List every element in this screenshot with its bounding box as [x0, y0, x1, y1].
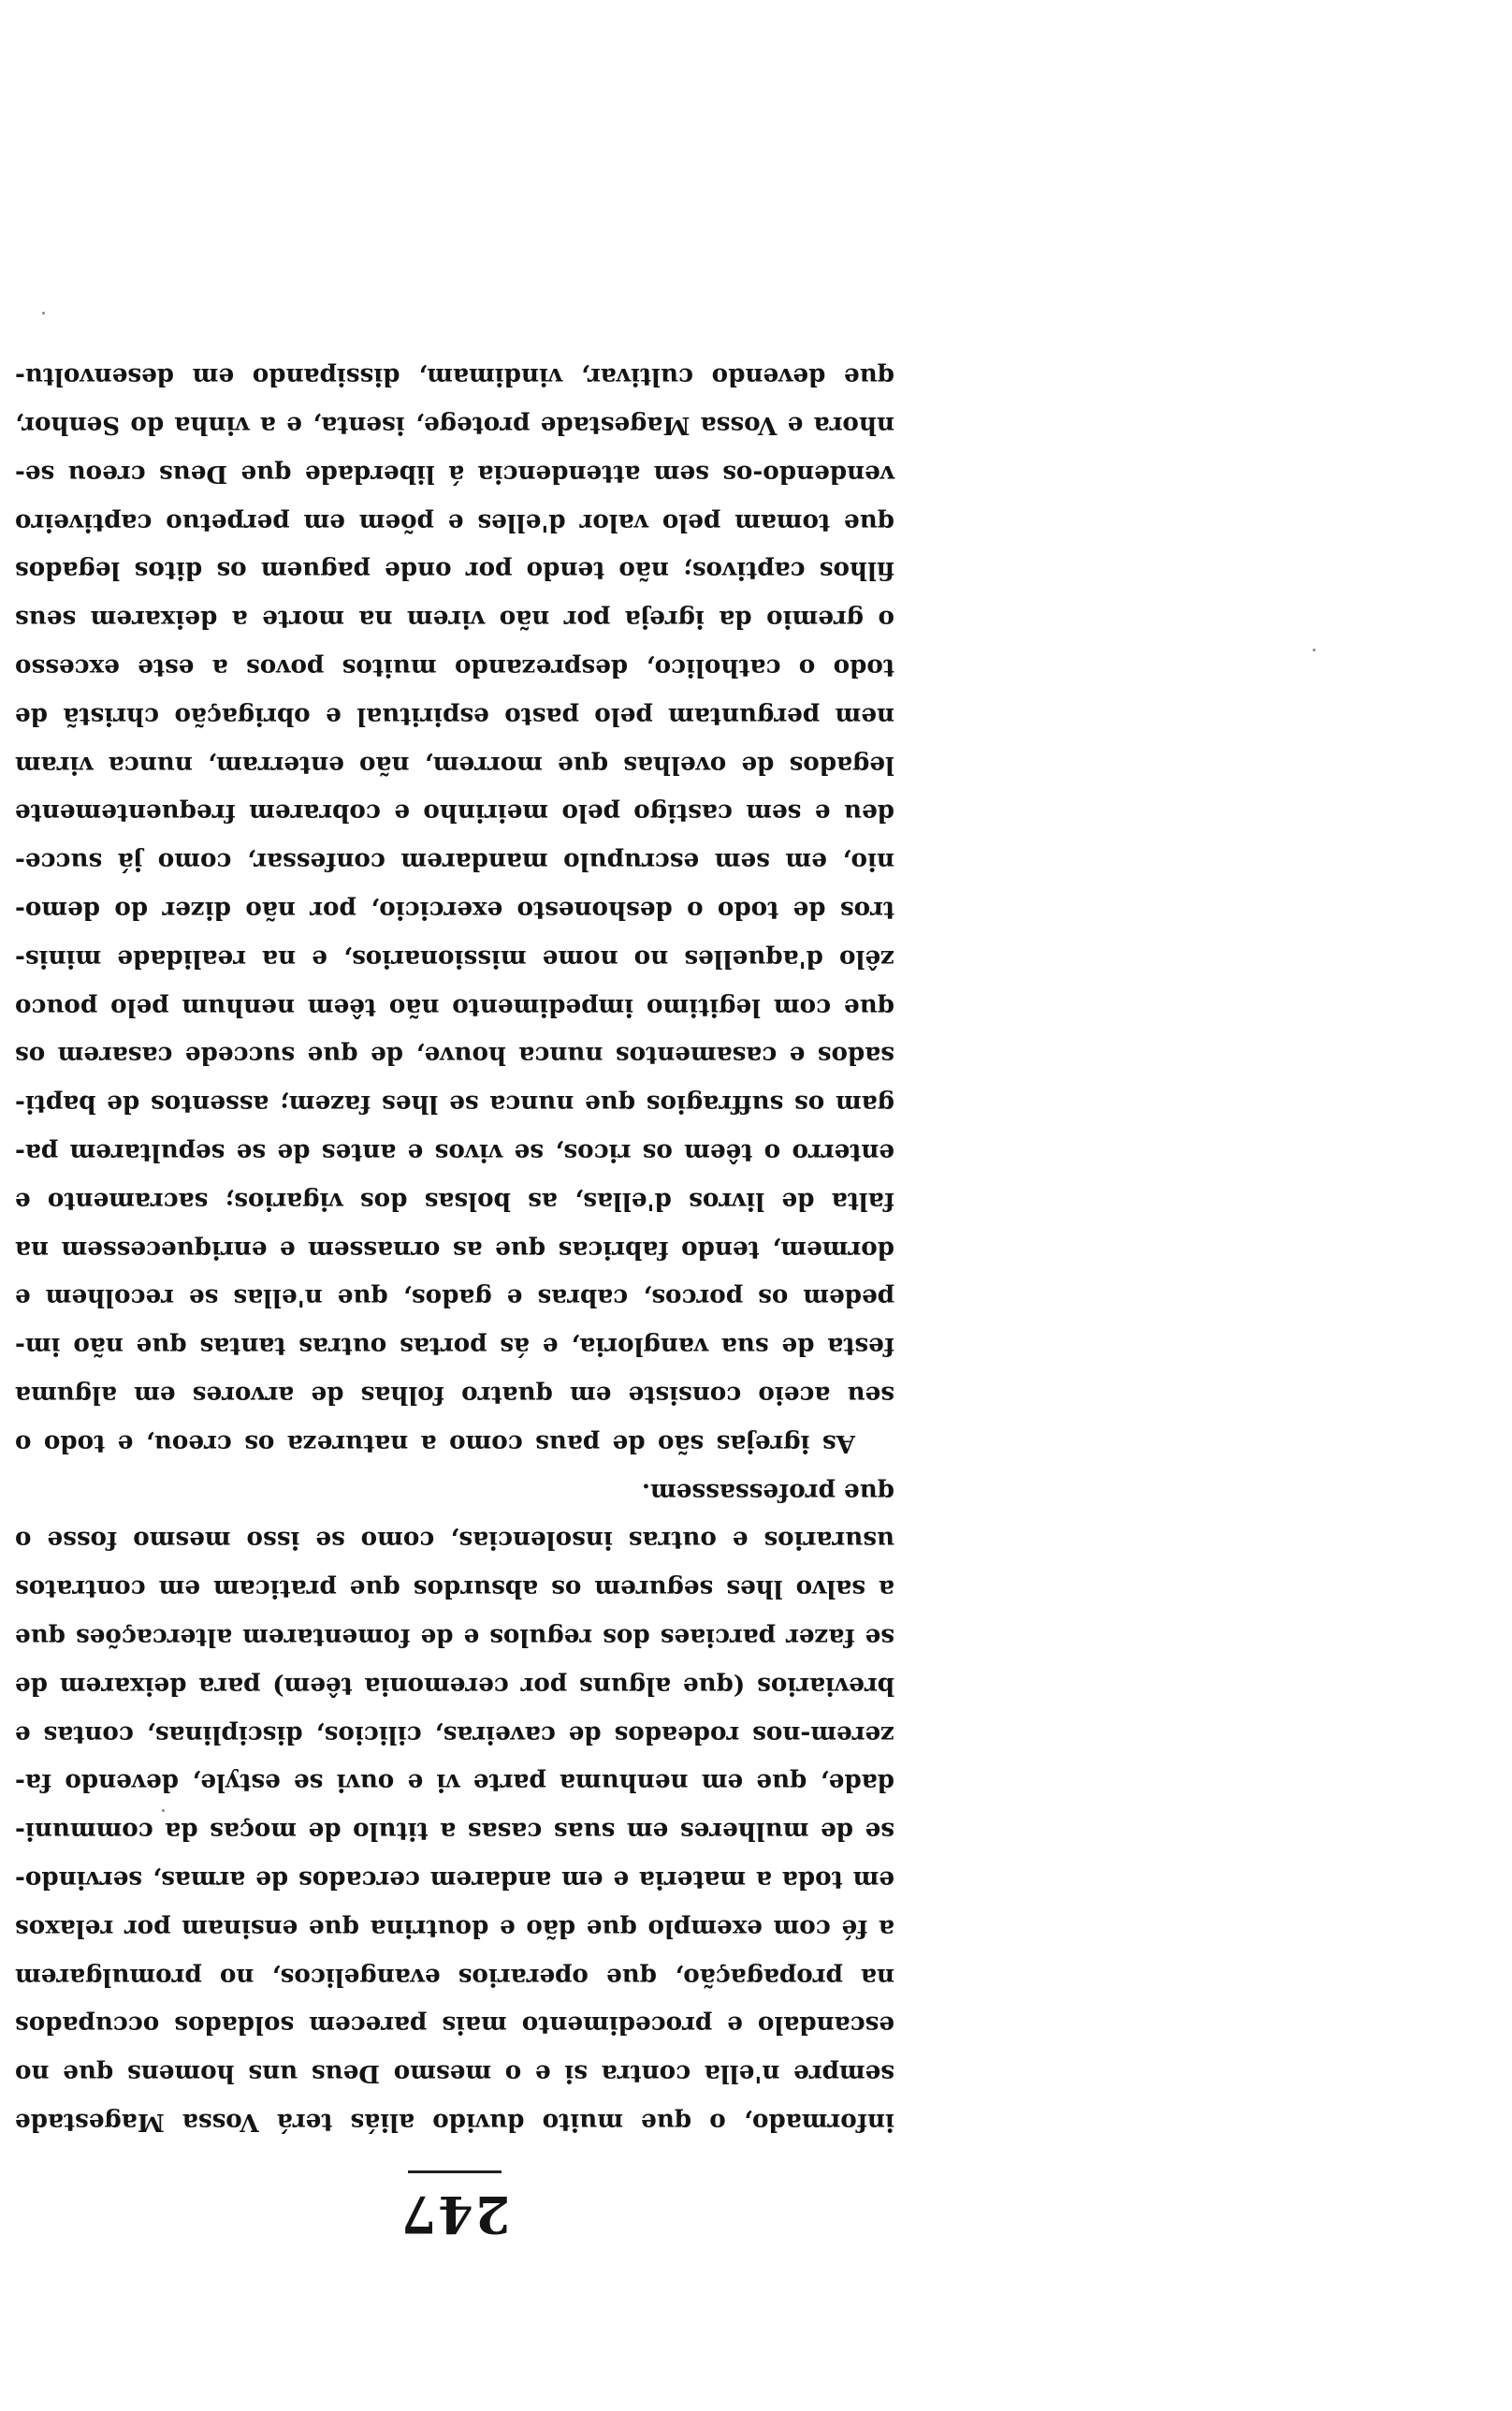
- text-line: que devendo cultivar, vindimam, dissipando em desenvoltu-: [15, 362, 894, 392]
- text-line: dormem, tendo fabricas que as ornassem e enriquecessem na: [15, 1235, 894, 1264]
- text-line: que professassem.: [641, 1477, 894, 1507]
- text-line: deu e sem castigo pelo meirinho e cobrarem frequentemente: [15, 798, 894, 828]
- paragraph: [15, 1468, 894, 2146]
- text-line: a salvo lhes segurem os absurdos que praticam em contratos: [15, 1574, 894, 1604]
- text-line: nem perguntam pelo pasto espiritual e obrigação christã de: [15, 701, 894, 731]
- text-line: na propagação, que operarios evangelicos, no promulgarem: [15, 1962, 894, 1992]
- text-block: [15, 353, 894, 2243]
- text-line: dade, que em nenhuma parte vi e ouvi se estyle, devendo fa-: [15, 1768, 894, 1798]
- text-line: enterro o têem os ricos, se vivos e antes de se sepultarem pa-: [15, 1138, 894, 1168]
- paragraph: [15, 353, 894, 1468]
- text-line: se de mulheres em suas casas a titulo de moças da communi-: [15, 1817, 894, 1847]
- text-line: zerem-nos rodeados de caveiras, cilicios, disciplinas, contas e: [15, 1719, 894, 1749]
- text-line: a fé com exemplo que dão e doutrina que ensinam por relaxos: [15, 1913, 894, 1943]
- text-line: falta de livros d'ellas, as bolsas dos vigarios; sacramento e: [15, 1186, 894, 1216]
- text-line: vendendo-os sem attendencia á liberdade que Deus creou se-: [15, 459, 894, 489]
- print-speck: [1313, 649, 1316, 651]
- text-line: tros de todo o deshonesto exercicio, por não dizer do demo-: [15, 896, 894, 926]
- text-line: zêlo d'aquelles no nome missionarios, e na realidade minis-: [15, 943, 894, 973]
- text-line: As igrejas são de paus como a natureza os creou, e todo o: [15, 1428, 855, 1458]
- text-line: gam os suffragios que nunca se lhes fazem; assentos de bapti-: [15, 1089, 894, 1119]
- text-line: pedem os porcos, cabras e gados, que n'ellas se recolhem e: [15, 1283, 894, 1313]
- text-line: filhos captivos; não tendo por onde paguem os ditos legados: [15, 556, 894, 586]
- print-speck: [42, 312, 45, 314]
- text-line: sempre n'ella contra si e o mesmo Deus uns homens que no: [15, 2059, 894, 2089]
- text-line: usurarios e outras insolencias, como se isso mesmo fosse o: [15, 1526, 894, 1556]
- text-line: breviarios (que alguns por ceremonia têem) para deixarem de: [15, 1671, 894, 1701]
- body-text: [15, 353, 894, 2146]
- text-line: que tomam pelo valor d'elles e põem em perpetuo captiveiro: [15, 507, 894, 537]
- text-line: nhora e Vossa Magestade protege, isenta, e a vinha do Senhor,: [15, 411, 894, 441]
- print-speck: [162, 1809, 165, 1812]
- header-rule: [408, 2170, 502, 2173]
- text-line: sados e casamentos nunca houve, de que succede casarem os: [15, 1041, 894, 1071]
- text-line: informado, o que muito duvido aliás terá Vossa Magestade: [15, 2108, 894, 2137]
- page-number: 247: [399, 2185, 511, 2244]
- text-line: o gremio da igreja por não virem na morte a deixarem seus: [15, 605, 894, 635]
- text-line: que com legitimo impedimento não têem nenhum pelo pouco: [15, 992, 894, 1022]
- text-line: escandalo e procedimento mais parecem soldados occupados: [15, 2010, 894, 2040]
- text-line: festa de sua vangloria, e ás portas outras tantas que não im-: [15, 1332, 894, 1362]
- text-line: em toda a materia e em andarem cercados de armas, servindo-: [15, 1865, 894, 1895]
- text-line: nio, em sem escrupulo mandarem confessar, como já succe-: [15, 847, 894, 877]
- text-line: se fazer parciaes dos regulos e de fomentarem altercações que: [15, 1623, 894, 1653]
- text-line: legados de ovelhas que morrem, não enterram, nunca viram: [15, 750, 894, 780]
- text-line: seu aceio consiste em quatro folhas de arvores em alguma: [15, 1381, 894, 1410]
- text-line: todo o catholico, desprezando muitos povos a este excesso: [15, 653, 894, 683]
